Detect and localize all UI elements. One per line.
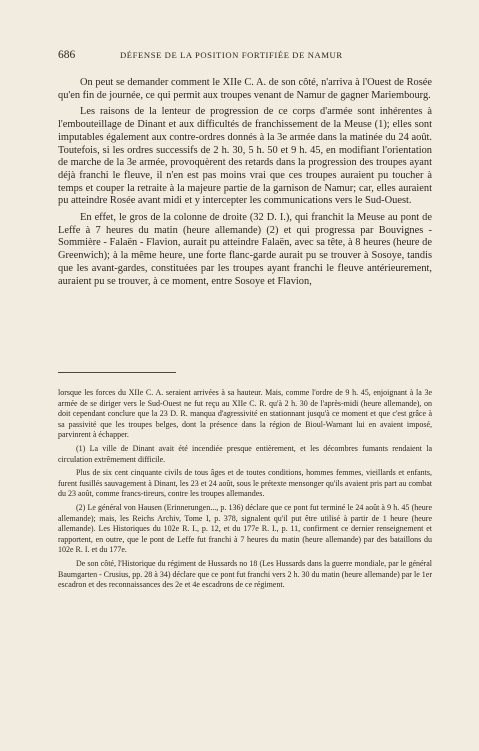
page-header [58, 49, 448, 63]
footnote-continuation: lorsque les forces du XIIe C. A. seraient arrivées à sa hauteur. Mais, comme l'ordre de 9 h. 45, enjoignant à la 3e armée de se diriger vers le Sud-Ouest ne fut reçu au XIIe C. R. qu'à 2 h. 30 de l'après-midi (heure allemande), on doit cependant conclure que la 23 D. R. manqua d'agressivité en stationnant jusqu'à ce moment et que c'est grâce à sa passivité que les troupes belges, dont la présence dans la région de Bioul-Warnant lui en avaient imposé, parvinrent à échapper. [58, 388, 432, 440]
paragraph-3: En effet, le gros de la colonne de droite (32 D. I.), qui franchit la Meuse au pont de Leffe à 7 heures du matin (heure allemande) (2) et qui progressa par Bouvignes - Sommière - Falaën - Flavion, aurait pu atteindre Falaën, avec sa tête, à 8 heures (heure de Greenwich); à la même heure, une forte flanc-garde aurait pu se trouver à Sosoye, tandis que les avant-gardes, constituées par les troupes ayant franchi le fleuve antérieurement, auraient pu se trouver, à ce moment, entre Sosoye et Flavion, [58, 212, 432, 287]
footnote-2: (2) Le général von Hausen (Erinnerungen..., p. 136) déclare que ce pont fut terminé le 24 août à 9 h. 45 (heure allemande); mais, les Reichs Archiv, Tome I, p. 378, signalent qu'il put être utilisé à partir de 1 heure (heure allemande). Les Historiques du 102e R. I., p. 12, et du 177e R. I., p. 11, confirment ce dernier renseignement et rapportent, en outre, que le pont de Leffe fut franchi à 7 heures du matin (heure allemande) par des bataillons du 102e R. I. et du 177e. [58, 502, 432, 555]
paragraph-1: On peut se demander comment le XIIe C. A. de son côté, n'arriva à l'Ouest de Rosée qu'en fin de journée, ce qui permit aux troupes venant de Namur de gagner Mariembourg. [58, 77, 432, 101]
body-text [58, 77, 432, 292]
footnote-1: (1) La ville de Dinant avait été incendiée presque entièrement, et les décombres fumants rendaient la circulation extrêmement difficile. [58, 443, 432, 464]
footnote-1-cont: Plus de six cent cinquante civils de tous âges et de toutes conditions, hommes femmes, vieillards et enfants, furent fusillés sauvagement à Dinant, les 23 et 24 août, sous le prétexte mensonger qu'ils avaient pris part au combat du 23 août, comme francs-tireurs, contre les troupes allemandes. [58, 468, 432, 499]
footnote-2-cont: De son côté, l'Historique du régiment de Hussards no 18 (Les Hussards dans la guerre mondiale, par le général Baumgarten - Crusius, pp. 28 à 34) déclare que ce pont fut franchi vers 2 h. 30 du matin (heure allemande) par le 1er escadron et des reconnaissances des 2e et 4e escadrons de ce régiment. [58, 558, 432, 590]
running-title: DÉFENSE DE LA POSITION FORTIFIÉE DE NAMUR [120, 50, 343, 60]
footnote-separator [58, 372, 176, 373]
footnotes [58, 388, 432, 594]
page-number: 686 [58, 49, 76, 61]
paragraph-2: Les raisons de la lenteur de progression de ce corps d'armée sont inhérentes à l'embouteillage de Dinant et aux difficultés de franchissement de la Meuse (1); elles sont imputables également aux contre-ordres donnés à la 3e armée dans la matinée du 24 août. Toutefois, si les ordres successifs de 2 h. 30, 5 h. 50 et 9 h. 45, en modifiant l'orientation de marche de la 3e armée, provoquèrent des retards dans la progression des troupes ayant déjà franchi le fleuve, il n'en est pas moins vrai que ces troupes auraient pu toucher à temps et couper la retraite à la majeure partie de la garnison de Namur; car, elles auraient pu atteindre Rosée avant midi et y intercepter les communications vers le Sud-Ouest. [58, 106, 432, 207]
